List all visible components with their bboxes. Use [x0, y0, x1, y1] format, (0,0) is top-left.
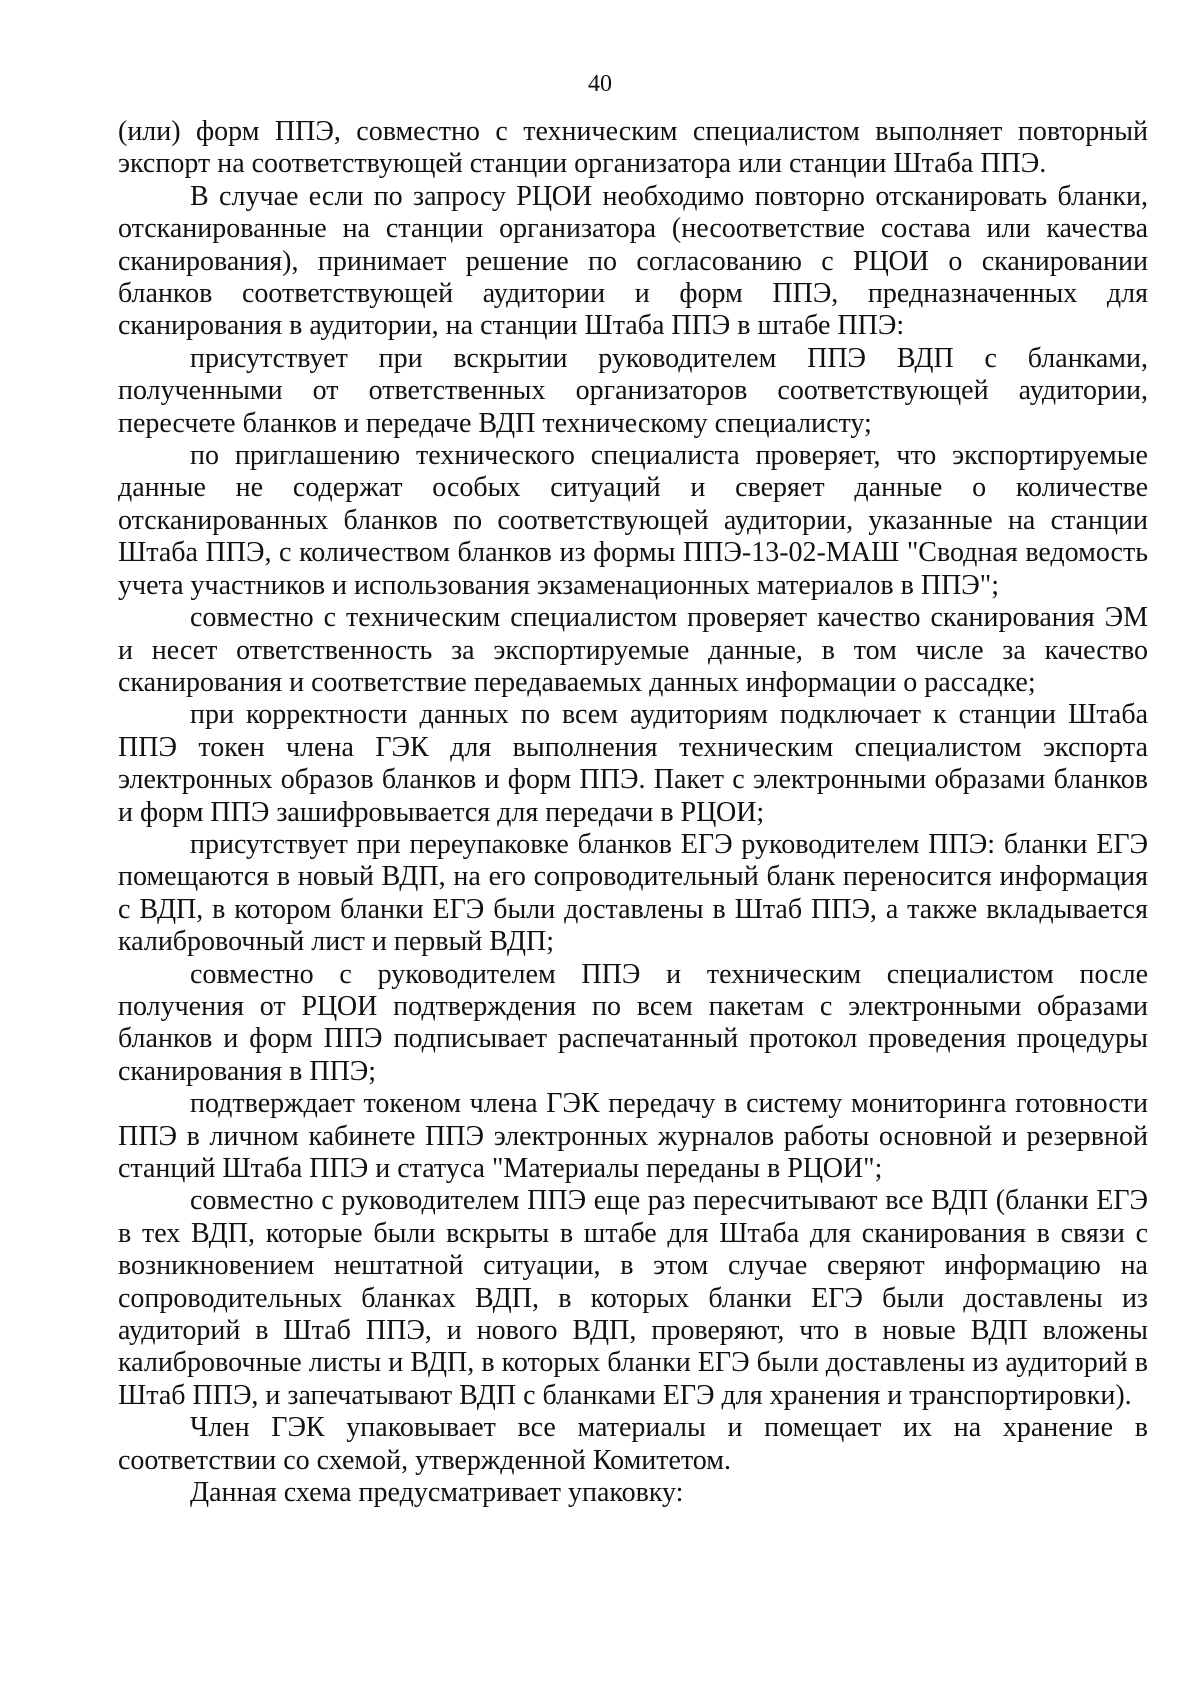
- paragraph-storage: Член ГЭК упаковывает все материалы и помещает их на хранение в соответствии со схемой, утвержденной Комитетом.: [118, 1412, 1148, 1476]
- page-content: [118, 116, 1148, 1509]
- paragraph-vdp-opening: присутствует при вскрытии руководителем ППЭ ВДП с бланками, полученными от ответственных организаторов соответствующей аудитории, пересчете бланков и передаче ВДП техническому специалисту;: [118, 342, 1148, 439]
- paragraph-repackaging: присутствует при переупаковке бланков ЕГЭ руководителем ППЭ: бланки ЕГЭ помещаются в новый ВДП, на его сопроводительный бланк переносится информация с ВДП, в котором бланки ЕГЭ были доставлены в Штаб ППЭ, а также вкладывается калибровочный лист и первый ВДП;: [118, 828, 1148, 958]
- paragraph-rescan-decision: В случае если по запросу РЦОИ необходимо повторно отсканировать бланки, отсканированные на станции организатора (несоответствие состава или качества сканирования), принимает решение по согласованию с РЦОИ о сканировании бланков соответствующей аудитории и форм ППЭ, предназначенных для сканирования в аудитории, на станции Штаба ППЭ в штабе ППЭ:: [118, 180, 1148, 342]
- paragraph-packaging-scheme: Данная схема предусматривает упаковку:: [190, 1477, 684, 1509]
- paragraph-continuation: (или) форм ППЭ, совместно с техническим специалистом выполняет повторный экспорт на соответствующей станции организатора или станции Штаба ППЭ.: [118, 116, 1148, 180]
- page-number: 40: [588, 71, 612, 97]
- paragraph-scan-quality: совместно с техническим специалистом проверяет качество сканирования ЭМ и несет ответственность за экспортируемые данные, в том числе за качество сканирования и соответствие передаваемых данных информации о рассадке;: [118, 602, 1148, 698]
- paragraph-protocol-signing: совместно с руководителем ППЭ и техническим специалистом после получения от РЦОИ подтверждения по всем пакетам с электронными образами бланков и форм ППЭ подписывает распечатанный протокол проведения процедуры сканирования в ППЭ;: [118, 958, 1148, 1087]
- paragraph-data-verification: по приглашению технического специалиста проверяет, что экспортируемые данные не содержат особых ситуаций и сверяет данные о количестве отсканированных бланков по соответствующей аудитории, указанные на станции Штаба ППЭ, с количеством бланков из формы ППЭ-13-02-МАШ "Сводная ведомость учета участников и использования экзаменационных материалов в ППЭ";: [118, 440, 1148, 601]
- paragraph-monitoring-confirmation: подтверждает токеном члена ГЭК передачу в систему мониторинга готовности ППЭ в личном кабинете ППЭ электронных журналов работы основной и резервной станций Штаба ППЭ и статуса "Материалы переданы в РЦОИ";: [118, 1088, 1148, 1184]
- paragraph-token-export: при корректности данных по всем аудиториям подключает к станции Штаба ППЭ токен члена ГЭК для выполнения техническим специалистом экспорта электронных образов бланков и форм ППЭ. Пакет с электронными образами бланков и форм ППЭ зашифровывается для передачи в РЦОИ;: [118, 699, 1148, 828]
- paragraph-recount-vdp: совместно с руководителем ППЭ еще раз пересчитывают все ВДП (бланки ЕГЭ в тех ВДП, которые были вскрыты в штабе для Штаба для сканирования в связи с возникновением нештатной ситуации, в этом случае сверяют информацию на сопроводительных бланках ВДП, в которых бланки ЕГЭ были доставлены из аудиторий в Штаб ППЭ, и нового ВДП, проверяют, что в новые ВДП вложены калибровочные листы и ВДП, в которых бланки ЕГЭ были доставлены из аудиторий в Штаб ППЭ, и запечатывают ВДП с бланками ЕГЭ для хранения и транспортировки).: [118, 1185, 1148, 1411]
